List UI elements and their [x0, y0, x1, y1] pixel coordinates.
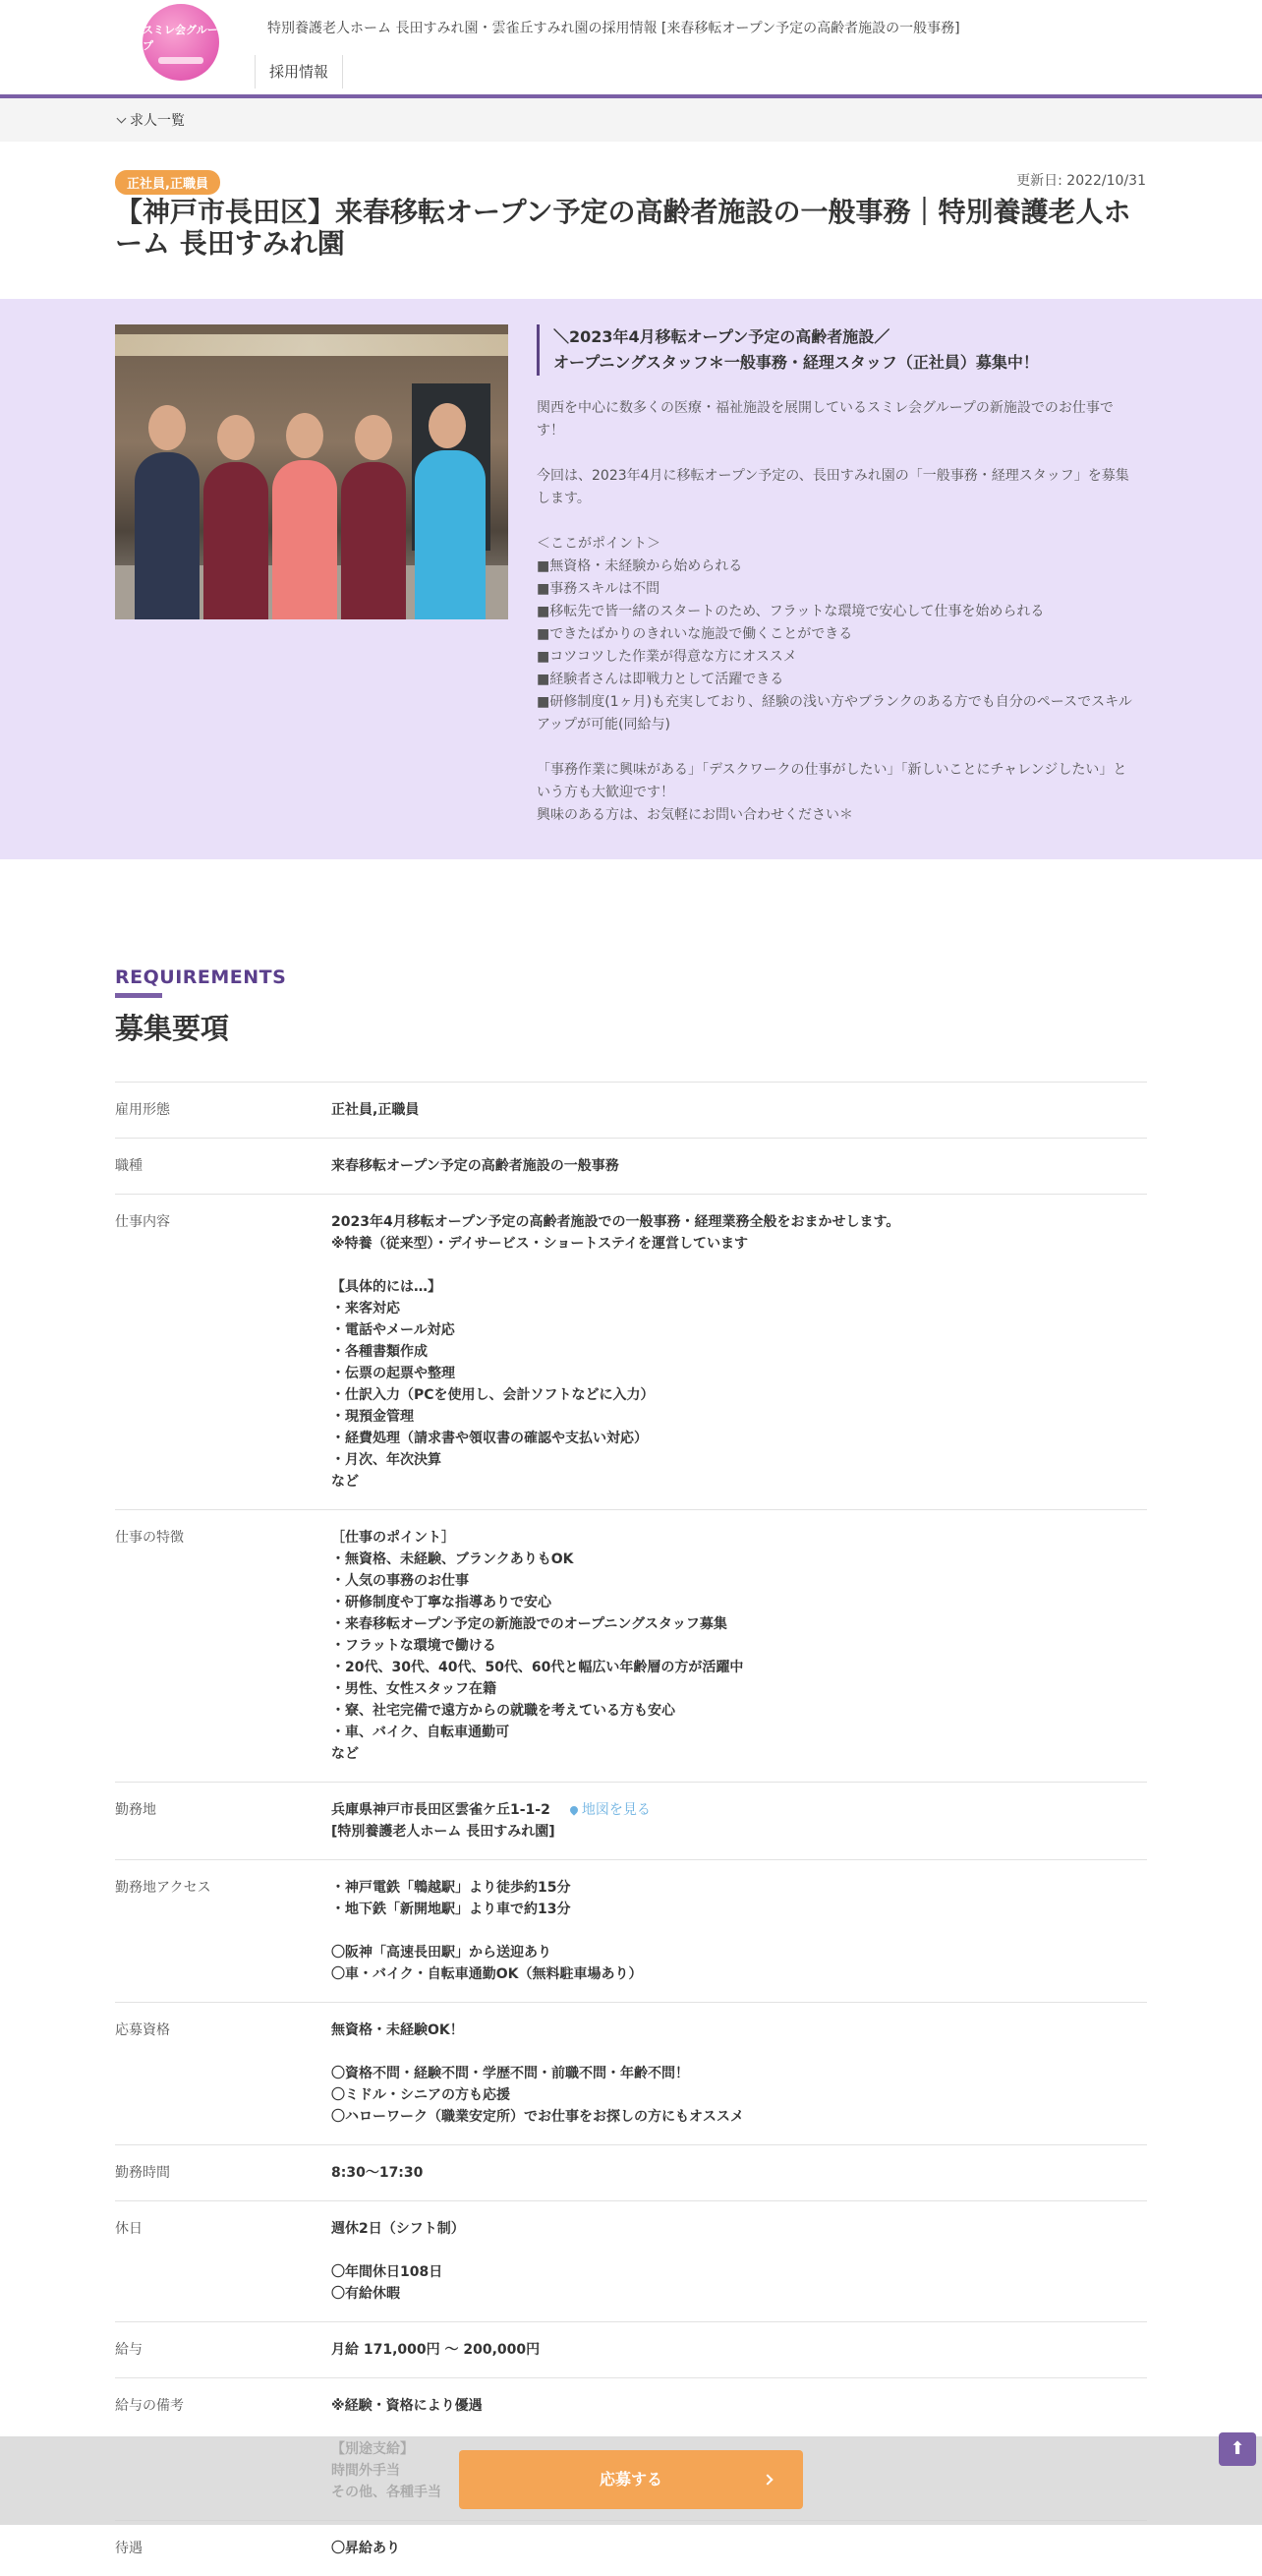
site-header: [0, 0, 1262, 98]
row-value: ※経験・資格により優遇: [331, 2378, 1147, 2521]
row-label: 応募資格: [115, 2003, 331, 2145]
table-row: [115, 2521, 1147, 2576]
row-label: 仕事内容: [115, 1195, 331, 1510]
table-row: [115, 1195, 1147, 1510]
table-row: [115, 1860, 1147, 2003]
chevron-down-icon: [117, 114, 127, 124]
breadcrumb[interactable]: [0, 98, 1262, 142]
row-label: 勤務時間: [115, 2145, 331, 2201]
intro-section: [0, 299, 1262, 859]
row-value: 兵庫県神戸市長田区雲雀ケ丘1-1-2 地図を見る [特別養護老人ホーム 長田すみれ園]: [331, 1783, 1147, 1860]
apply-bar: [0, 2436, 1262, 2525]
row-value: 正社員,正職員: [331, 1083, 1147, 1139]
row-value: 〇昇給あり: [331, 2521, 1147, 2576]
row-label: 雇用形態: [115, 1083, 331, 1139]
requirements-table: [115, 1082, 1147, 2576]
job-title-section: [0, 142, 1262, 299]
updated-date: 更新日: 2022/10/31: [1016, 170, 1146, 190]
employment-type-badge: 正社員,正職員: [115, 170, 220, 195]
row-value: ・神戸電鉄「鵯越駅」より徒歩約15分 ・地下鉄「新開地駅」より車で約13分 〇阪神「高速長田駅」から送迎あり 〇車・バイク・自転車通勤OK（無料駐車場あり）: [331, 1860, 1147, 2003]
row-value: 来春移転オープン予定の高齢者施設の一般事務: [331, 1139, 1147, 1195]
row-label: 職種: [115, 1139, 331, 1195]
table-row: [115, 2201, 1147, 2322]
table-row: [115, 2003, 1147, 2145]
table-row: [115, 2322, 1147, 2378]
row-label: 仕事の特徴: [115, 1510, 331, 1783]
requirements-heading-en: REQUIREMENTS: [115, 966, 286, 988]
row-value: 無資格・未経験OK！ 〇資格不問・経験不問・学歴不問・前職不問・年齢不問！ 〇ミドル・シニアの方も応援 〇ハローワーク（職業安定所）でお仕事をお探しの方にもオススメ: [331, 2003, 1147, 2145]
row-value: ［仕事のポイント］ ・無資格、未経験、ブランクありもOK ・人気の事務のお仕事 ・研修制度や丁寧な指導ありで安心 ・来春移転オープン予定の新施設でのオープニングスタッフ募集 ・フラットな環境で働ける ・20代、30代、40代、50代、60代と幅広い年齢層の方が活躍中 ・男性、女性スタッフ在籍 ・寮、社宅完備で遠方からの就職を考えている方も安心 ・車、バイク、自転車通勤可 など: [331, 1510, 1147, 1783]
row-label: 休日: [115, 2201, 331, 2322]
breadcrumb-job-list[interactable]: 求人一覧: [130, 113, 185, 129]
catch-copy: ＼2023年4月移転オープン予定の高齢者施設／ オープニングスタッフ＊一般事務・経理スタッフ（正社員）募集中！: [537, 324, 1039, 376]
table-row: [115, 1783, 1147, 1860]
map-pin-icon: [568, 1804, 579, 1815]
requirements-heading: 募集要項: [115, 1007, 229, 1047]
row-value: 2023年4月移転オープン予定の高齢者施設での一般事務・経理業務全般をおまかせします。 ※特養（従来型）・デイサービス・ショートステイを運営しています 【具体的には…】 ・来客対応 ・電話やメール対応 ・各種書類作成 ・伝票の起票や整理 ・仕訳入力（PCを使用し、会計ソフトなどに入力） ・現預金管理 ・経費処理（請求書や領収書の確認や支払い対応） ・月次、年次決算 など: [331, 1195, 1147, 1510]
page-title: 【神戸市長田区】来春移転オープン予定の高齢者施設の一般事務｜特別養護老人ホーム 長田すみれ園: [115, 197, 1147, 260]
row-label: 待遇: [115, 2521, 331, 2576]
logo-text: スミレ会グループ: [143, 22, 219, 53]
staff-photo: [115, 324, 508, 619]
map-link[interactable]: 地図を見る: [570, 1802, 651, 1818]
company-logo[interactable]: [143, 4, 219, 81]
row-label: 給与: [115, 2322, 331, 2378]
table-row: [115, 2145, 1147, 2201]
row-value: 8:30～17:30: [331, 2145, 1147, 2201]
row-label: 勤務地: [115, 1783, 331, 1860]
scroll-to-top-button[interactable]: [1219, 2432, 1256, 2466]
intro-description: 関西を中心に数多くの医療・福祉施設を展開しているスミレ会グループの新施設でのお仕事です！ 今回は、2023年4月に移転オープン予定の、長田すみれ園の「一般事務・経理スタッフ」を募集します。 ＜ここがポイント＞ ■無資格・未経験から始められる ■事務スキルは不問 ■移転先で皆一緒のスタートのため、フラットな環境で安心して仕事を始められる ■できたばかりのきれいな施設で働くことができる ■コツコツした作業が得意な方にオススメ ■経験者さんは即戦力として活躍できる ■研修制度(1ヶ月)も充実しており、経験の浅い方やブランクのある方でも自分のペースでスキルアップが可能(同給与) 「事務作業に興味がある」「デスクワークの仕事がしたい」「新しいことにチャレンジしたい」という方も大歓迎です！ 興味のある方は、お気軽にお問い合わせください＊: [537, 397, 1136, 827]
apply-button[interactable]: 応募する: [459, 2450, 803, 2509]
table-row: [115, 1083, 1147, 1139]
arrow-up-icon: ⬆: [1230, 2438, 1244, 2459]
row-value: 週休2日（シフト制） 〇年間休日108日 〇有給休暇: [331, 2201, 1147, 2322]
nav-recruit-info[interactable]: 採用情報: [255, 55, 343, 88]
row-label: 給与の備考: [115, 2378, 331, 2521]
table-row: [115, 1139, 1147, 1195]
site-title: 特別養護老人ホーム 長田すみれ園・雲雀丘すみれ園の採用情報 [来春移転オープン予定の高齢者施設の一般事務]: [267, 18, 960, 37]
row-value: 月給 171,000円 〜 200,000円: [331, 2322, 1147, 2378]
chevron-right-icon: [762, 2474, 773, 2485]
table-row: [115, 1510, 1147, 1783]
row-label: 勤務地アクセス: [115, 1860, 331, 2003]
